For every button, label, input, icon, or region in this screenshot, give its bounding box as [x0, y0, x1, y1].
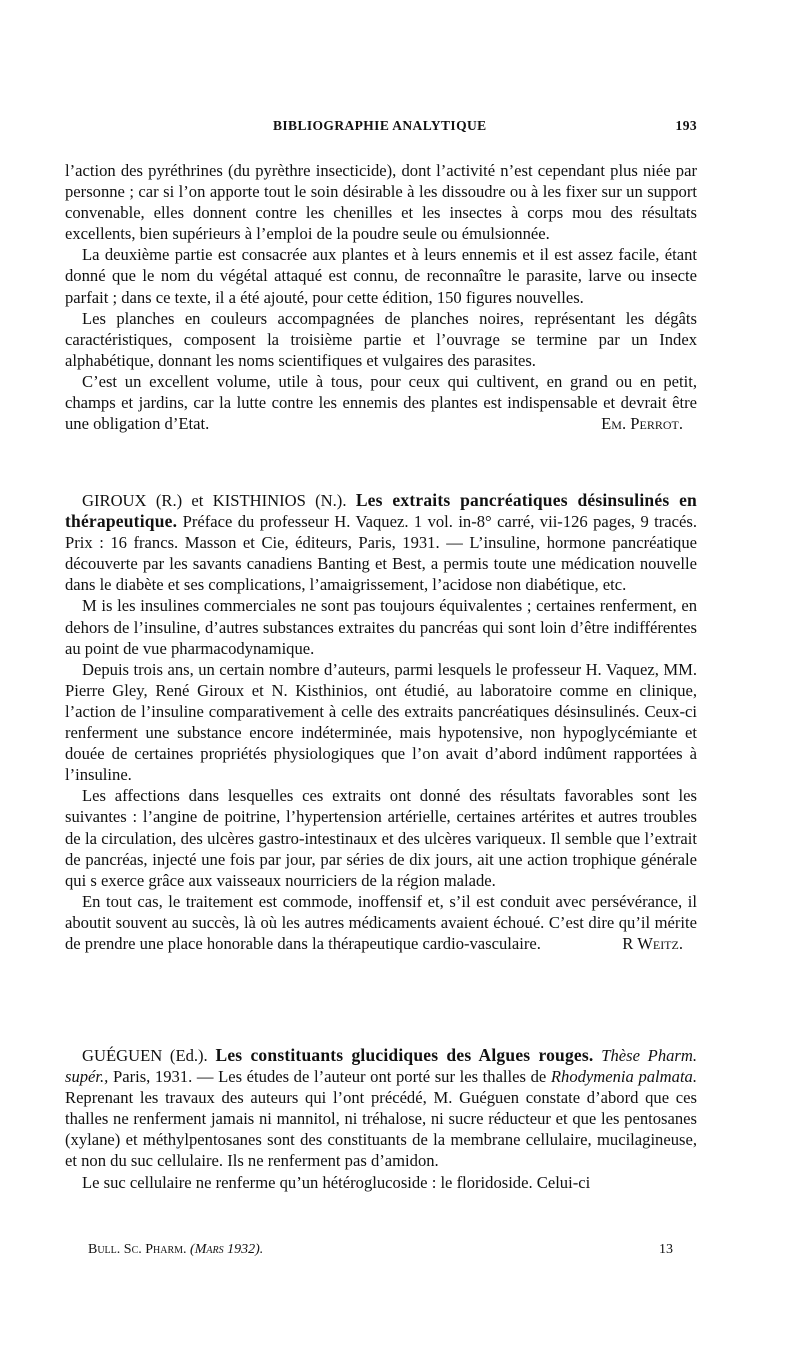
- paragraph: La deuxième partie est consacrée aux plantes et à leurs ennemis et il est assez facile, étant donné que le nom du végétal attaqué est connu, de reconnaître le parasite, larve ou insecte parfait ; dans ce texte, il a été ajouté, pour cette édition, 150 figures nouvelles.: [65, 245, 697, 307]
- reviewer-signature: Em. Perrot.: [601, 414, 683, 434]
- paragraph: [65, 891, 697, 954]
- paragraph: Les planches en couleurs accompagnées de planches noires, représentant les dégâts caractéristiques, composent la troisième partie et l’ouvrage se termine par un Index alphabétique, donnant les noms scientifiques et vulgaires des parasites.: [65, 308, 697, 370]
- paragraph-text: Reprenant les travaux des auteurs qui l’ont précédé, M. Guéguen constate d’abord que ces thalles ne renferment jamais ni mannitol, ni tréhalose, ni sucre réducteur et que les pentosanes (xylane) et méthylpentosanes sont des constituants de la membrane cellulaire, mucilagineuse, et non du suc cellulaire. Ils ne renferment pas d’amidon.: [65, 1088, 697, 1171]
- running-header: [65, 118, 697, 138]
- review-continued: [65, 160, 697, 434]
- review-authors: GIROUX (R.) et KISTHINIOS (N.).: [82, 491, 347, 510]
- review-heading: [65, 1045, 697, 1172]
- page-number: 193: [675, 118, 697, 133]
- paragraph-text: En tout cas, le traitement est commode, inoffensif et, s’il est conduit avec persévérance, il aboutit souvent au succès, là où les autres médicaments avaient échoué. C’est dire qu’il mérite de prendre une place honorable dans la thérapeutique cardio-vasculaire.: [65, 891, 697, 953]
- paragraph: Le suc cellulaire ne renferme qu’un hétéroglucoside : le floridoside. Celui-ci: [82, 1172, 591, 1192]
- review-gueguen: [65, 1045, 697, 1193]
- species-name: Rhodymenia palmata.: [550, 1067, 697, 1087]
- footer-journal: [88, 1242, 263, 1258]
- paragraph: Depuis trois ans, un certain nombre d’auteurs, parmi lesquels le professeur H. Vaquez, MM. Pierre Gley, René Giroux et N. Kisthinios, ont étudié, au laboratoire comme en clinique, l’action de l’insuline comparativement à celle des extraits pancréatiques désinsulinés. Ceux-ci renferment une substance encore indéterminée, mais hypotensive, non hypoglycémiante et douée de certaines propriétés physiologiques que l’on avait d’abord indûment rapportées à l’insuline.: [65, 659, 697, 785]
- reviewer-signature: R Weitz.: [622, 933, 683, 953]
- thesis-type: Thèse Pharm. supér.,: [65, 1046, 698, 1087]
- journal-name: Bull. Sc. Pharm.: [88, 1242, 187, 1257]
- paragraph: Les affections dans lesquelles ces extraits ont donné des résultats favorables sont les suivantes : l’angine de poitrine, l’hypertension artérielle, certaines artérites et autres troubles de la circulation, des ulcères gastro-intestinaux et des ulcères variqueux. Il semble que l’extrait de pancréas, injecté une fois par jour, par séries de dix jours, ait une action trophique générale qui s exerce grâce aux vaisseaux nourriciers de la région malade.: [65, 786, 697, 890]
- sheet-number: 13: [659, 1242, 673, 1257]
- review-authors: GUÉGUEN (Ed.).: [82, 1046, 208, 1065]
- paragraph-text: C’est un excellent volume, utile à tous, pour ceux qui cultivent, en grand ou en petit, champs et jardins, car la lutte contre les ennemis des plantes est indispensable et devrait être une obligation d’Etat.: [65, 371, 697, 434]
- header-title: BIBLIOGRAPHIE ANALYTIQUE: [273, 118, 487, 133]
- review-giroux-kisthinios: [65, 490, 697, 954]
- paragraph-text: — L’insuline, hormone pancréatique découverte par les savants canadiens Banting et Best, a permis toute une médication nouvelle dans le diabète et ses complications, l’amaigrissement, l’acidose non diabétique, etc.: [65, 533, 697, 595]
- paragraph: M is les insulines commerciales ne sont pas toujours équivalentes ; certaines renferment, en dehors de l’insuline, d’autres substances extraites du pancréas qui sont loin d’être indifférentes au point de vue pharmacodynamique.: [65, 596, 697, 658]
- book-title: Les extraits pancréatiques désinsulinés en thérapeutique.: [65, 490, 697, 532]
- book-title: Les constituants glucidiques des Algues rouges.: [215, 1045, 594, 1065]
- paragraph: l’action des pyréthrines (du pyrèthre insecticide), dont l’activité n’est cependant plus niée par personne ; car si l’on apporte tout le soin désirable à les dissoudre ou à les fixer sur un support convenable, elles donnent contre les chenilles et les insectes à corps mou des résultats excellents, bien supérieurs à l’emploi de la poudre seule ou émulsionnée.: [65, 161, 697, 244]
- review-heading: [65, 490, 697, 595]
- bibliographic-info: Paris, 1931. — Les études de l’auteur ont porté sur les thalles de: [112, 1067, 547, 1087]
- paragraph: [65, 371, 697, 434]
- journal-issue: (Mars 1932).: [190, 1242, 264, 1257]
- bibliographic-info: Préface du professeur H. Vaquez. 1 vol. in-8° carré, vii-126 pages, 9 tracés. Prix : 16 francs. Masson et Cie, éditeurs, Paris, 1931.: [65, 512, 697, 553]
